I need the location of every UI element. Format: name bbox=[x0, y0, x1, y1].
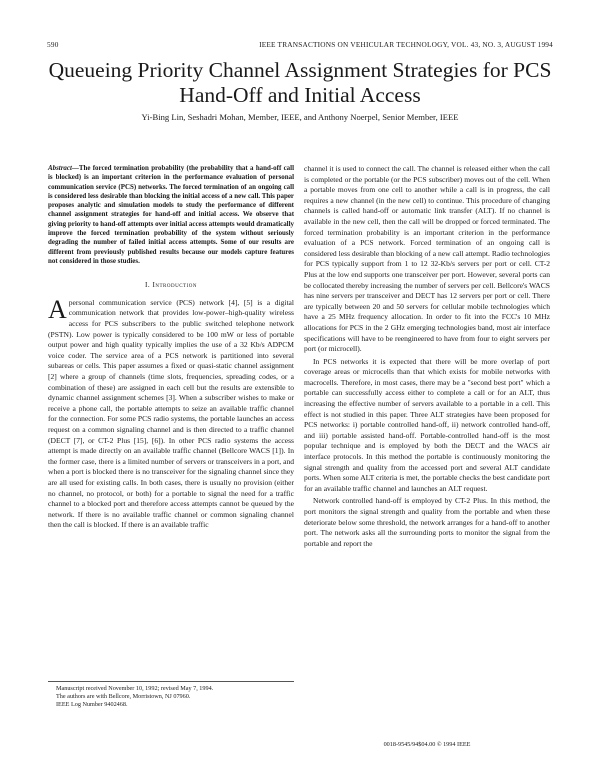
footnote-log-number: IEEE Log Number 9402468. bbox=[56, 701, 128, 709]
copyright-line: 0018-9545/94$04.00 © 1994 IEEE bbox=[383, 741, 471, 748]
left-column bbox=[48, 164, 294, 531]
running-head bbox=[47, 40, 553, 51]
intro-paragraph bbox=[48, 294, 294, 531]
paper-title: Queueing Priority Channel Assignment Strategies for PCS Hand-Off and Initial Access bbox=[48, 58, 552, 107]
drop-cap: A bbox=[48, 294, 67, 324]
journal-header: IEEE TRANSACTIONS ON VEHICULAR TECHNOLOGY, VOL. 43, NO. 3, AUGUST 1994 bbox=[259, 40, 553, 49]
right-paragraph-2: In PCS networks it is expected that there will be more overlap of port coverage areas or microcells than that which exists for mobile networks with macrocells. Therefore, in most cases, there may be a "second best port" which a portable can successfully access either to complete a call or for an ALT, thus increasing the effective number of servers available to a portable in a cell. This effect is not studied in this paper. Three ALT strategies have been proposed for PCS networks: i) portable controlled hand-off, ii) network controlled hand-off, and iii) portable assisted hand-off. Portable-controlled hand-off is the most popular technique and is employed by both the DECT and the WACS air interface protocols. In this method the portable is continuously monitoring the signal strength and quality from the accessed port and several ALT candidate ports. When some ALT criteria is met, the portable checks the best candidate port for an available traffic channel and launches an ALT request. bbox=[304, 356, 550, 493]
abstract-text: —The forced termination probability (the probability that a hand-off call is blocked) is an important criterion in the performance evaluation of personal communication service (PCS) networks. The forced termination of an ongoing call is considered less desirable than blocking the initial access of a new call. This paper proposes analytic and simulation models to study the performance of different channel assignment strategies for hand-off and initial access. We observe that giving priority to hand-off attempts over initial access attempts would dramatically improve the forced termination probability of the system without seriously degrading the number of failed initial access attempts. Some of our results are different from previously published results because our models capture features not considered in those studies. bbox=[48, 164, 294, 265]
abstract-heading: Abstract bbox=[48, 164, 72, 172]
author-line: Yi-Bing Lin, Seshadri Mohan, Member, IEEE, and Anthony Noerpel, Senior Member, IEEE bbox=[141, 112, 459, 122]
right-paragraph-1: channel it is used to connect the call. The channel is released either when the call is completed or the portable (or the PCS subscriber) moves out of the cell. When a portable moves from one cell to another while a call is in progress, the call requires a new channel (in the new cell) to continue. This procedure of changing channels is called hand-off or automatic link transfer (ALT). If no channel is available in the new cell, then the call will be dropped or forced terminated. The forced termination probability is an important criterion in the performance evaluation of a PCS network. Forced termination of an ongoing call is considered less desirable than blocking of a new call attempt. Radio technologies for PCS typically support from 1 to 12 32-Kb/s servers per port or cell. CT-2 Plus at the low end supports one transceiver per port. However, several ports can be collocated thereby increasing the number of servers per cell. Bellcore's WACS has nine servers per transceiver and DECT has 12 servers per port or cell. There are typically between 20 and 50 servers for cellular mobile technologies which have a 25 MHz frequency allocation. In order to fit into the FCC's 10 MHz allocations for PCS in the 2 GHz emerging technologies band, most air interface specifications will have to be reengineered to have from four to eight servers per port (or microcell). bbox=[304, 164, 550, 354]
footnote-received: Manuscript received November 10, 1992; revised May 7, 1994. bbox=[56, 685, 214, 692]
intro-paragraph-text: personal communication service (PCS) network [4], [5] is a digital communication network that provides low-power–high-quality wireless access for PCS subscribers to the public switched telephone network (PSTN). Low power is typically considered to be 100 mW or less of portable output power and high quality typically implies the use of a 32 Kb/s ADPCM voice coder. The service area of a PCS network is partitioned into several subareas or cells. This paper assumes a fixed or quasi-static channel assignment [2] where a group of channels (time slots, frequencies, spreading codes, or a combination of these) are assigned in each cell but the results are extensible to dynamic channel assignment schemes [3]. When a subscriber wishes to make or receive a phone call, the portable attempts to seize an available traffic channel for the connection. For some PCS radio systems, the portable launches an access request on a common signaling channel and is then directed to a traffic channel (DECT [7], or CT-2 Plus [15], [6]). In other PCS radio systems the access attempt is made directly on an available traffic channel (Bellcore WACS [1]). In the former case, there is a limited number of servers or transceivers in a port, and when a port is blocked there is no transceiver for the signaling channel since they are all used for existing calls. In both cases, there is usually no provision (either no channel, no protocol, or both) for a portable to signal the need for a traffic channel to a blocked port and therefore access attempts cannot be queued by the network. If there is no available traffic channel or common signaling channel then the call is blocked. If there is an available traffic bbox=[48, 297, 294, 530]
page-number: 590 bbox=[47, 40, 59, 49]
abstract bbox=[48, 164, 294, 266]
right-column bbox=[304, 164, 550, 549]
footnote bbox=[48, 681, 294, 710]
section-heading: I. Introduction bbox=[145, 281, 197, 290]
right-paragraph-3: Network controlled hand-off is employed by CT-2 Plus. In this method, the port monitors the signal strength and quality from the portable and when these deteriorate below some threshold, the network arranges for a hand-off to another port. The network asks all the surrounding ports to monitor the signal from the portable and report the bbox=[304, 496, 550, 548]
footnote-affiliation: The authors are with Bellcore, Morristown, NJ 07960. bbox=[56, 693, 191, 701]
